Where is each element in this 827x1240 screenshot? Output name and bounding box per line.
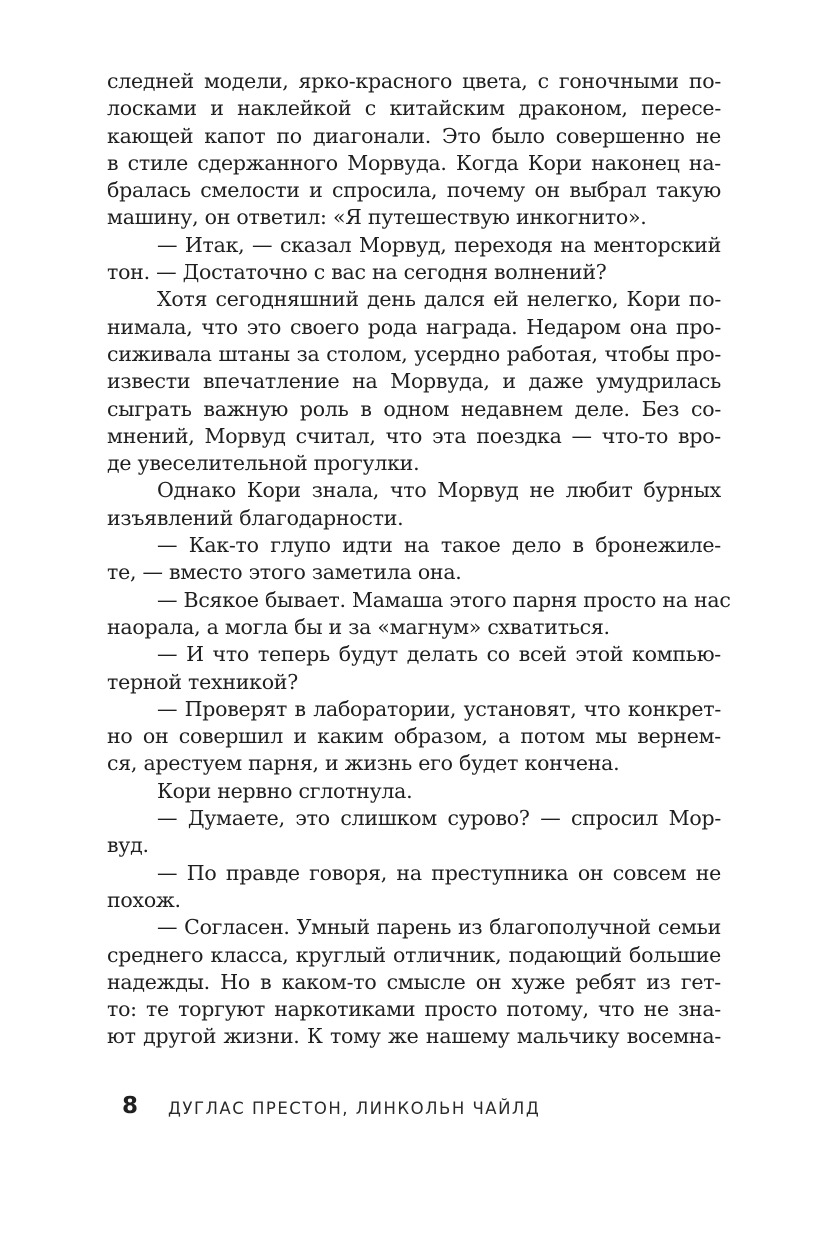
text-line: терной техникой? — [107, 669, 298, 694]
text-line: наорала, а могла бы и за «магнум» схватиться. — [107, 614, 610, 639]
text-line: ся, арестуем парня, и жизнь его будет кончена. — [107, 751, 620, 776]
text-line: машину, он ответил: «Я путешествую инкогнито». — [107, 205, 647, 230]
text-line: Кори нервно сглотнула. — [157, 778, 413, 803]
text-line: следней модели, ярко-красного цвета, с гоночными по- — [107, 69, 721, 93]
text-line: вуд. — [107, 833, 149, 858]
text-line: — Как-то глупо идти на такое дело в бронежиле- — [157, 533, 721, 558]
text-line: — По правде говоря, на преступника он совсем не — [157, 860, 721, 885]
text-line: — Согласен. Умный парень из благополучной семьи — [157, 915, 721, 940]
text-line: изъявлений благодарности. — [107, 505, 404, 530]
text-line: надежды. Но в каком-то смысле он хуже ребят из гет- — [107, 969, 721, 994]
text-line: сиживала штаны за столом, усердно работая, чтобы про- — [107, 341, 721, 366]
running-head: ДУГЛАС ПРЕСТОН, ЛИНКОЛЬН ЧАЙЛД — [168, 1099, 541, 1118]
text-line: де увеселительной прогулки. — [107, 451, 420, 476]
text-line: — Думаете, это слишком сурово? — спросил Мор- — [157, 806, 721, 831]
text-line: — Всякое бывает. Мамаша этого парня просто на нас — [157, 587, 731, 612]
page-number: 8 — [122, 1093, 139, 1119]
text-line: — Итак, — сказал Морвуд, переходя на менторский — [157, 232, 721, 257]
text-line: извести впечатление на Морвуда, и даже умудрилась — [107, 369, 721, 394]
text-line: бралась смелости и спросила, почему он выбрал такую — [107, 178, 721, 203]
text-line: в стиле сдержанного Морвуда. Когда Кори наконец на- — [107, 150, 721, 175]
text-line: мнений, Морвуд считал, что эта поездка — что-то вро- — [107, 423, 721, 448]
text-line: сыграть важную роль в одном недавнем деле. Без со- — [107, 396, 721, 421]
text-line: тон. — Достаточно с вас на сегодня волнений? — [107, 260, 607, 285]
text-line: нимала, что это своего рода награда. Недаром она про- — [107, 314, 721, 339]
text-line: кающей капот по диагонали. Это было совершенно не — [107, 123, 721, 148]
text-line: ют другой жизни. К тому же нашему мальчику восемна- — [107, 1024, 721, 1049]
text-line: Хотя сегодняшний день дался ей нелегко, Кори по- — [157, 287, 721, 312]
text-line: — И что теперь будут делать со всей этой компью- — [157, 642, 721, 667]
text-line: Однако Кори знала, что Морвуд не любит бурных — [157, 478, 721, 503]
text-line: но он совершил и каким образом, а потом мы вернем- — [107, 724, 721, 749]
text-line: — Проверят в лаборатории, установят, что конкрет- — [157, 696, 721, 721]
body-text — [107, 68, 731, 1051]
text-line: те, — вместо этого заметила она. — [107, 560, 462, 585]
text-line: то: те торгуют наркотиками просто потому, что не зна- — [107, 997, 721, 1022]
text-line: среднего класса, круглый отличник, подающий большие — [107, 942, 721, 967]
text-line: лосками и наклейкой с китайским драконом, пересе- — [107, 96, 721, 121]
text-line: похож. — [107, 887, 181, 912]
